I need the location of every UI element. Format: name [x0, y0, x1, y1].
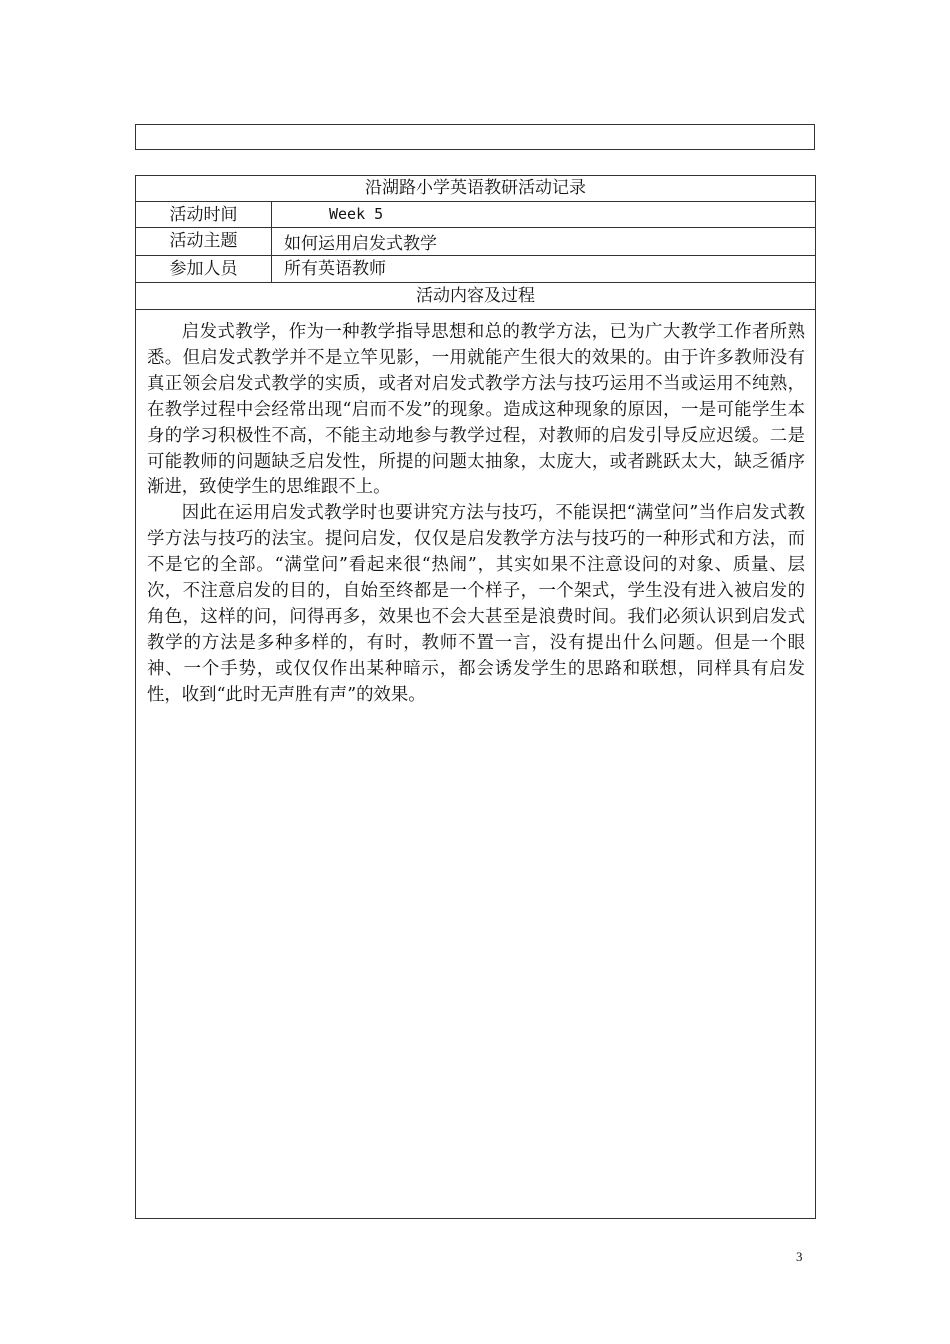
content-heading-row	[136, 283, 815, 310]
table-title: 沿湖路小学英语教研活动记录	[365, 178, 586, 198]
participants-value-cell	[272, 256, 815, 282]
content-paragraph-1: 启发式教学，作为一种教学指导思想和总的教学方法，已为广大教学工作者所熟悉。但启发式教学并不是立竿见影，一用就能产生很大的效果的。由于许多教师没有真正领会启发式教学的实质，或者对启发式教学方法与技巧运用不当或运用不纯熟，在教学过程中会经常出现“启而不发”的现象。造成这种现象的原因，一是可能学生本身的学习积极性不高，不能主动地参与教学过程，对教师的启发引导反应迟缓。二是可能教师的问题缺乏启发性，所提的问题太抽象，太庞大，或者跳跃太大，缺乏循序渐进，致使学生的思维跟不上。	[147, 322, 805, 498]
activity-record-table	[135, 175, 816, 1219]
participants-label: 参加人员	[169, 259, 238, 279]
activity-time-row	[136, 202, 815, 228]
activity-topic-value-cell	[272, 228, 815, 255]
activity-time-label-cell	[136, 202, 272, 227]
activity-content	[147, 320, 805, 709]
activity-time-value: Week 5	[329, 205, 384, 223]
content-paragraph-2: 因此在运用启发式教学时也要讲究方法与技巧，不能误把“满堂问”当作启发式教学方法与技巧的法宝。提问启发，仅仅是启发教学方法与技巧的一种形式和方法，而不是它的全部。“满堂问”看起来很“热闹”，其实如果不注意设问的对象、质量、层次，不注意启发的目的，自始至终都是一个样子，一个架式，学生没有进入被启发的角色，这样的问，问得再多，效果也不会大甚至是浪费时间。我们必须认识到启发式教学的方法是多种多样的，有时，教师不置一言，没有提出什么问题。但是一个眼神、一个手势，或仅仅作出某种暗示，都会诱发学生的思路和联想，同样具有启发性，收到“此时无声胜有声”的效果。	[147, 503, 805, 705]
participants-row	[136, 256, 815, 283]
participants-label-cell	[136, 256, 272, 282]
activity-topic-label: 活动主题	[169, 231, 238, 251]
participants-value: 所有英语教师	[284, 259, 386, 279]
activity-topic-label-cell	[136, 228, 272, 255]
table-title-row	[136, 176, 815, 202]
page-number: 3	[796, 1249, 803, 1264]
empty-header-box	[135, 124, 815, 150]
activity-topic-value: 如何运用启发式教学	[284, 234, 437, 254]
activity-time-value-cell	[272, 202, 815, 227]
activity-time-label: 活动时间	[169, 205, 238, 225]
content-heading: 活动内容及过程	[416, 286, 535, 306]
activity-topic-row	[136, 228, 815, 256]
